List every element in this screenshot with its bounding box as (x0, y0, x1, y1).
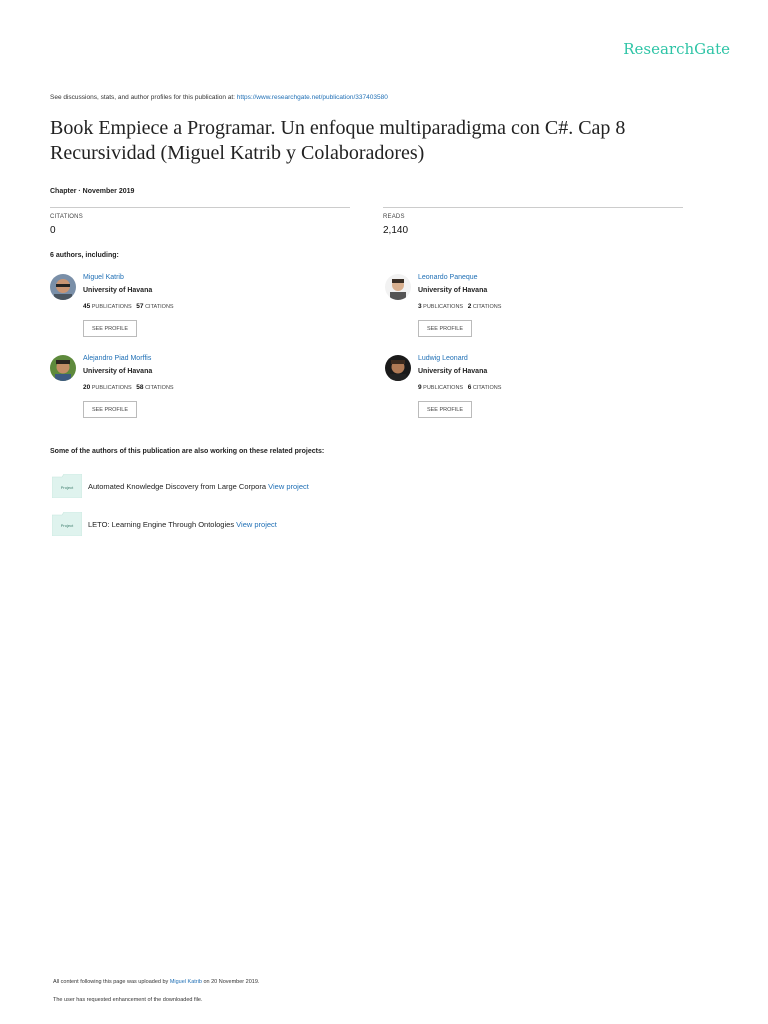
author-name[interactable]: Alejandro Piad Morffis (83, 355, 152, 362)
see-profile-button[interactable]: SEE PROFILE (418, 320, 472, 337)
avatar[interactable] (50, 355, 76, 381)
publications-count: 9 (418, 384, 422, 391)
uploader-link[interactable]: Miguel Katrib (169, 979, 202, 985)
author-affiliation: University of Havana (83, 287, 153, 294)
author-card (385, 274, 685, 344)
author-affiliation: University of Havana (418, 287, 488, 294)
project-item (52, 474, 552, 500)
publications-count: 20 (83, 384, 91, 391)
publication-link[interactable]: https://www.researchgate.net/publication/337403580 (236, 94, 388, 101)
view-project-link[interactable]: View project (268, 482, 309, 491)
see-profile-button[interactable]: SEE PROFILE (83, 401, 137, 418)
publications-count: 3 (418, 303, 422, 310)
project-title: LETO: Learning Engine Through Ontologies (88, 520, 235, 529)
project-badge: Project (60, 485, 74, 490)
author-card (50, 274, 350, 344)
author-stats (83, 303, 174, 310)
publication-title (50, 116, 700, 166)
authors-heading: 6 authors, including: (50, 252, 119, 259)
avatar[interactable] (385, 274, 411, 300)
author-stats (418, 384, 501, 391)
project-item (52, 512, 552, 538)
researchgate-logo[interactable]: ResearchGate (623, 40, 730, 58)
upload-suffix: on 20 November 2019. (201, 979, 260, 985)
divider-right (383, 207, 683, 208)
citations-label: CITATIONS (145, 385, 174, 391)
citations-value: 0 (50, 225, 56, 236)
publications-count: 45 (83, 303, 91, 310)
upload-prefix: All content following this page was uploaded by (53, 979, 170, 985)
citations-label: CITATIONS (145, 304, 174, 310)
avatar[interactable] (50, 274, 76, 300)
publications-label: PUBLICATIONS (91, 385, 132, 391)
author-stats (418, 303, 501, 310)
author-name[interactable]: Miguel Katrib (83, 274, 124, 281)
citations-count: 6 (467, 384, 472, 391)
avatar[interactable] (385, 355, 411, 381)
citations-label: CITATIONS (50, 214, 83, 220)
publications-label: PUBLICATIONS (423, 304, 464, 310)
author-card (385, 355, 685, 425)
author-card (50, 355, 350, 425)
author-affiliation: University of Havana (83, 368, 153, 375)
author-affiliation: University of Havana (418, 368, 488, 375)
project-badge: Project (60, 523, 74, 528)
project-text (88, 482, 309, 491)
author-name[interactable]: Ludwig Leonard (418, 355, 468, 362)
publication-type-date: Chapter · November 2019 (50, 188, 135, 195)
reads-label: READS (383, 214, 405, 220)
author-name[interactable]: Leonardo Paneque (418, 274, 478, 281)
see-profile-button[interactable]: SEE PROFILE (418, 401, 472, 418)
title-line-2: Recursividad (Miguel Katrib y Colaboradores) (50, 142, 425, 164)
author-stats (83, 384, 174, 391)
citations-label: CITATIONS (472, 304, 502, 310)
publications-label: PUBLICATIONS (423, 385, 464, 391)
view-project-link[interactable]: View project (236, 520, 277, 529)
reads-value: 2,140 (383, 225, 409, 236)
publications-label: PUBLICATIONS (91, 304, 132, 310)
title-line-1: Book Empiece a Programar. Un enfoque multiparadigma con C#. Cap 8 (50, 117, 626, 139)
see-profile-button[interactable]: SEE PROFILE (83, 320, 137, 337)
citations-label: CITATIONS (472, 385, 502, 391)
project-title: Automated Knowledge Discovery from Large Corpora (88, 482, 267, 491)
citations-count: 58 (136, 384, 144, 391)
project-text (88, 520, 277, 529)
project-folder-icon (52, 474, 82, 498)
discussion-line (50, 94, 388, 101)
upload-note (53, 979, 259, 985)
divider-left (50, 207, 350, 208)
discussion-prefix: See discussions, stats, and author profiles for this publication at: (50, 94, 237, 101)
citations-count: 2 (467, 303, 472, 310)
related-projects-heading: Some of the authors of this publication are also working on these related projects: (50, 448, 325, 455)
enhancement-note: The user has requested enhancement of the downloaded file. (53, 997, 203, 1003)
project-folder-icon (52, 512, 82, 536)
citations-count: 57 (136, 303, 144, 310)
